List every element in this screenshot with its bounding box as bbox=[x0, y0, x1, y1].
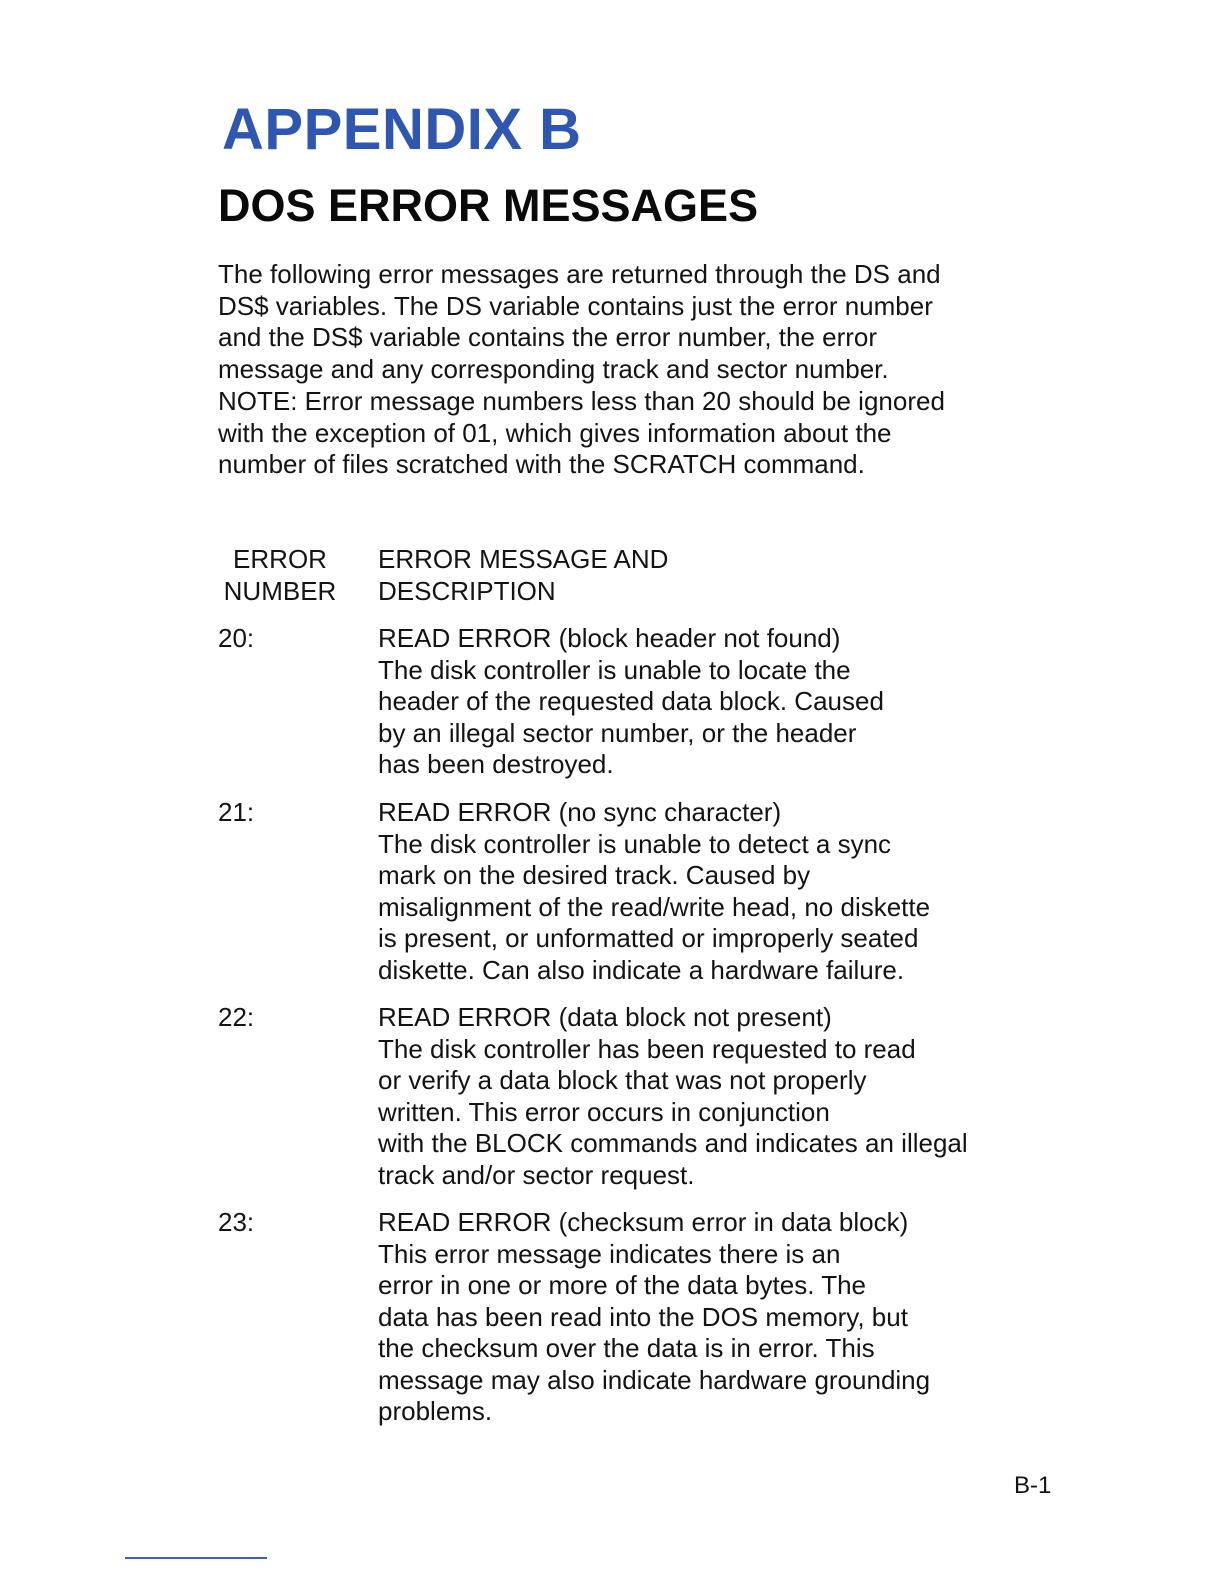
error-number: 22: bbox=[218, 1002, 255, 1032]
footer-rule bbox=[125, 1557, 267, 1559]
page-number: B-1 bbox=[1014, 1472, 1052, 1499]
error-description: READ ERROR (data block not present) The disk controller has been requested to read or verify a data block that was not properly written. This error occurs in conjunction with the BLOCK commands and indicates an illegal track and/or sector request. bbox=[378, 1002, 968, 1190]
error-number: 23: bbox=[218, 1207, 255, 1237]
error-description: READ ERROR (block header not found) The disk controller is unable to locate the header of the requested data block. Caused by an illegal sector number, or the header has been destroyed. bbox=[378, 623, 884, 779]
error-number-column-header: ERROR NUMBER bbox=[223, 544, 337, 606]
appendix-title: APPENDIX B bbox=[222, 97, 582, 162]
error-number: 21: bbox=[218, 797, 255, 827]
intro-paragraph: The following error messages are returned through the DS and DS$ variables. The DS variable contains just the error number and the DS$ variable contains the error number, the error message and any corresponding track and sector number. NOTE: Error message numbers less than 20 should be ignored with the exception of 01, which gives information about the number of files scratched with the SCRATCH command. bbox=[218, 259, 945, 480]
section-title: DOS ERROR MESSAGES bbox=[218, 180, 759, 231]
error-description: READ ERROR (no sync character) The disk controller is unable to detect a sync mark on the desired track. Caused by misalignment of the read/write head, no diskette is present, or unformatted or improperly seated diskette. Can also indicate a hardware failure. bbox=[378, 797, 931, 985]
error-number: 20: bbox=[218, 623, 255, 653]
error-message-column-header: ERROR MESSAGE AND DESCRIPTION bbox=[378, 544, 669, 606]
error-description: READ ERROR (checksum error in data block) This error message indicates there is an error in one or more of the data bytes. The data has been read into the DOS memory, but the checksum over the data is in error. This message may also indicate hardware grounding problems. bbox=[378, 1207, 931, 1426]
